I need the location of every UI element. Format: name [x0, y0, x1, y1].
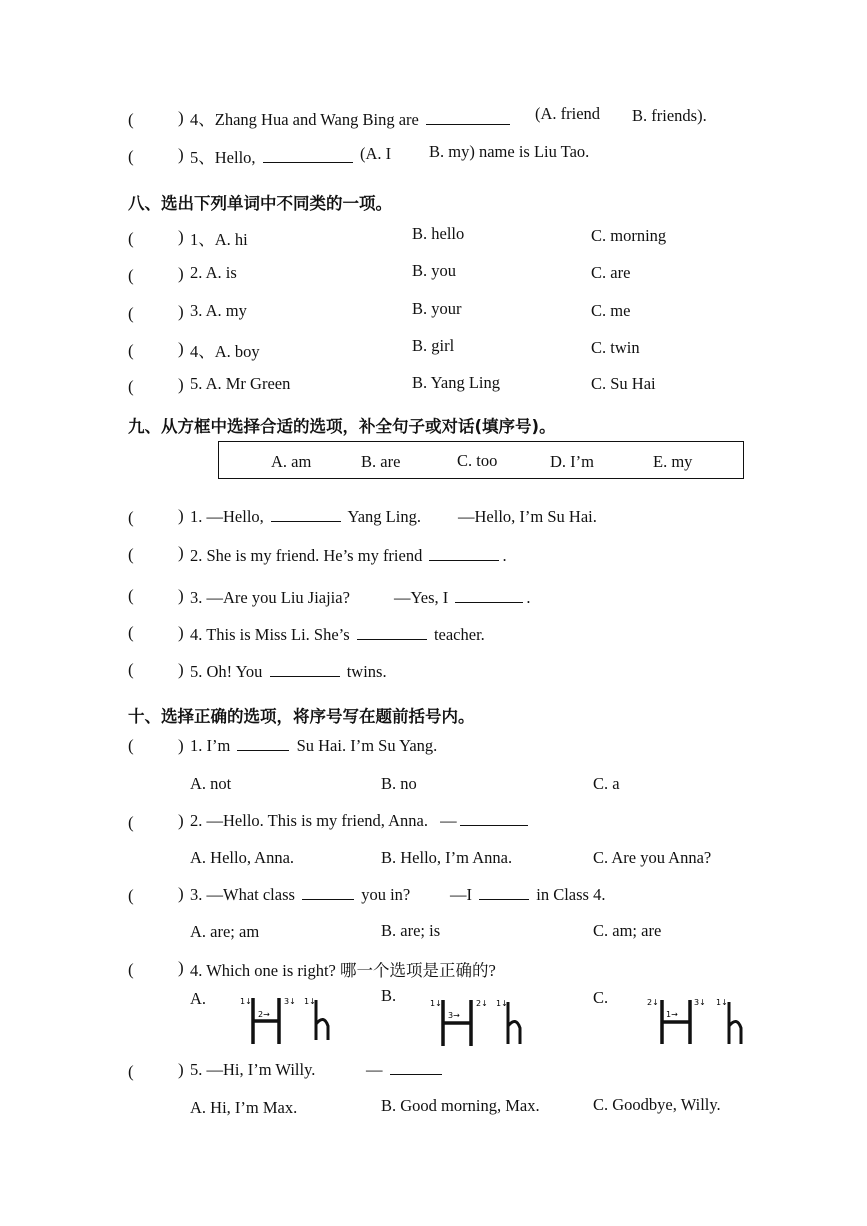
- question-prefix: 2. —Hello. This is my friend, Anna.: [190, 811, 429, 830]
- answer-paren-open: (: [128, 960, 134, 979]
- option-b: B. Good morning, Max.: [381, 1096, 540, 1115]
- question-suffix: .: [526, 588, 531, 607]
- answer-paren-close: ): [178, 339, 184, 358]
- stroke-label: 1→: [666, 1010, 678, 1019]
- question-prefix: —I: [450, 885, 472, 904]
- answer-blank[interactable]: [390, 1060, 442, 1075]
- dialogue-reply: [394, 588, 531, 608]
- word-bank-option-c: C. too: [457, 451, 498, 470]
- answer-blank[interactable]: [263, 148, 353, 163]
- answer-paren-close: ): [178, 958, 184, 977]
- option-a: 4、A. boy: [190, 342, 260, 361]
- question-prefix: 1. I’m: [190, 736, 231, 755]
- section-9-title: 九、从方框中选择合适的选项，补全句子或对话(填序号)。: [128, 417, 556, 436]
- question-7-5: [190, 144, 356, 168]
- stroke-label: 2↓: [476, 999, 488, 1008]
- answer-paren-close: ): [178, 623, 184, 642]
- option-c: C.: [593, 988, 609, 1007]
- question-suffix: .: [502, 546, 507, 565]
- answer-paren-close: ): [178, 736, 184, 755]
- option-b-sentence: B. my) name is Liu Tao.: [429, 142, 590, 161]
- option-a: 2. A. is: [190, 263, 237, 282]
- option-b: B. girl: [412, 336, 455, 355]
- answer-paren-open: (: [128, 341, 134, 360]
- option-c: C. twin: [591, 338, 640, 357]
- question-prefix: 1. —Hello,: [190, 507, 264, 526]
- stroke-label: 1↓: [240, 997, 252, 1006]
- answer-blank[interactable]: [429, 546, 499, 561]
- option-b: B. friends).: [632, 106, 707, 125]
- stroke-order-figure-c: [644, 994, 750, 1052]
- option-a: 5. A. Mr Green: [190, 374, 291, 393]
- option-a: A. Hi, I’m Max.: [190, 1098, 298, 1117]
- question-prefix: —Yes, I: [394, 588, 449, 607]
- option-b: B.: [381, 986, 397, 1005]
- option-c: C. Su Hai: [591, 374, 656, 393]
- answer-paren-open: (: [128, 545, 134, 564]
- stroke-label: 3→: [448, 1011, 460, 1020]
- answer-paren-close: ): [178, 1060, 184, 1079]
- question-text: 4、Zhang Hua and Wang Bing are: [190, 110, 419, 129]
- answer-blank[interactable]: [302, 885, 354, 900]
- answer-paren-open: (: [128, 110, 134, 129]
- question-7-4: [190, 106, 513, 130]
- answer-paren-close: ): [178, 302, 184, 321]
- question-suffix: Yang Ling.: [347, 507, 421, 526]
- stroke-label: 2→: [258, 1010, 270, 1019]
- answer-paren-close: ): [178, 811, 184, 830]
- option-a: (A. I: [360, 144, 392, 163]
- option-a: (A. friend: [535, 104, 601, 123]
- answer-paren-close: ): [178, 145, 184, 164]
- answer-blank[interactable]: [357, 625, 427, 640]
- question-suffix: twins.: [346, 662, 387, 681]
- word-bank-option-e: E. my: [653, 452, 693, 471]
- question-text: 3. —Are you Liu Jiajia?: [190, 588, 350, 607]
- answer-paren-open: (: [128, 1062, 134, 1081]
- answer-blank[interactable]: [460, 811, 528, 826]
- dialogue-reply: [366, 1060, 445, 1080]
- dash: —: [440, 811, 457, 830]
- answer-blank[interactable]: [271, 507, 341, 522]
- option-b: B. your: [412, 299, 462, 318]
- option-a: A.: [190, 989, 207, 1008]
- option-c: C. Are you Anna?: [593, 848, 712, 867]
- option-c: C. a: [593, 774, 620, 793]
- option-c: C. Goodbye, Willy.: [593, 1095, 721, 1114]
- answer-paren-open: (: [128, 886, 134, 905]
- answer-paren-open: (: [128, 660, 134, 679]
- stroke-label: 3↓: [694, 998, 706, 1007]
- stroke-order-figure-a: [236, 994, 336, 1052]
- question-10-5: 5. —Hi, I’m Willy.: [190, 1060, 316, 1079]
- dialogue-reply: [450, 885, 605, 905]
- answer-paren-open: (: [128, 147, 134, 166]
- question-10-3: [190, 885, 410, 905]
- stroke-order-figure-b: [428, 994, 528, 1052]
- answer-paren-open: (: [128, 304, 134, 323]
- word-bank-option-d: D. I’m: [550, 452, 594, 471]
- question-suffix: in Class 4.: [536, 885, 606, 904]
- option-b: B. are; is: [381, 921, 441, 940]
- answer-blank[interactable]: [479, 885, 529, 900]
- answer-blank[interactable]: [426, 110, 510, 125]
- stroke-label: 1↓: [304, 997, 316, 1006]
- answer-paren-close: ): [178, 108, 184, 127]
- answer-paren-open: (: [128, 266, 134, 285]
- question-text: 5、Hello,: [190, 148, 256, 167]
- answer-paren-close: ): [178, 884, 184, 903]
- option-b: B. hello: [412, 224, 465, 243]
- dialogue-reply: —Hello, I’m Su Hai.: [458, 507, 597, 526]
- stroke-label: 2↓: [647, 998, 659, 1007]
- answer-paren-close: ): [178, 543, 184, 562]
- option-a: A. are; am: [190, 922, 260, 941]
- option-c: C. morning: [591, 226, 667, 245]
- stroke-label: 1↓: [496, 999, 508, 1008]
- answer-paren-open: (: [128, 508, 134, 527]
- option-a: 1、A. hi: [190, 230, 248, 249]
- question-text: [190, 662, 387, 682]
- question-10-1: [190, 736, 437, 756]
- answer-blank[interactable]: [270, 662, 340, 677]
- section-8-title: 八、选出下列单词中不同类的一项。: [128, 194, 392, 213]
- option-b: B. Yang Ling: [412, 373, 501, 392]
- answer-paren-open: (: [128, 736, 134, 755]
- option-b: B. you: [412, 261, 457, 280]
- stroke-label: 1↓: [430, 999, 442, 1008]
- stroke-label: 3↓: [284, 997, 296, 1006]
- dash: —: [366, 1060, 383, 1079]
- question-prefix: 4. This is Miss Li. She’s: [190, 625, 350, 644]
- answer-paren-close: ): [178, 586, 184, 605]
- answer-paren-close: ): [178, 227, 184, 246]
- answer-paren-open: (: [128, 813, 134, 832]
- question-text: [190, 507, 421, 527]
- question-text: [190, 625, 485, 645]
- word-bank-option-b: B. are: [361, 452, 401, 471]
- answer-paren-close: ): [178, 264, 184, 283]
- answer-blank[interactable]: [237, 736, 289, 751]
- question-10-4: 4. Which one is right? 哪一个选项是正确的?: [190, 961, 496, 980]
- section-10-title: 十、选择正确的选项，将序号写在题前括号内。: [128, 707, 475, 726]
- option-b: B. no: [381, 774, 417, 793]
- answer-paren-close: ): [178, 660, 184, 679]
- answer-paren-open: (: [128, 586, 134, 605]
- question-text: [190, 546, 507, 566]
- answer-paren-open: (: [128, 229, 134, 248]
- word-bank-option-a: A. am: [271, 452, 312, 471]
- answer-paren-open: (: [128, 377, 134, 396]
- option-c: C. are: [591, 263, 631, 282]
- option-a: A. Hello, Anna.: [190, 848, 295, 867]
- question-suffix: teacher.: [433, 625, 485, 644]
- option-b: B. Hello, I’m Anna.: [381, 848, 513, 867]
- question-mid: you in?: [361, 885, 411, 904]
- answer-blank[interactable]: [455, 588, 523, 603]
- question-10-2: [190, 811, 531, 831]
- question-suffix: Su Hai. I’m Su Yang.: [296, 736, 438, 755]
- answer-paren-close: ): [178, 506, 184, 525]
- option-a: 3. A. my: [190, 301, 247, 320]
- answer-paren-open: (: [128, 623, 134, 642]
- question-prefix: 5. Oh! You: [190, 662, 263, 681]
- question-prefix: 2. She is my friend. He’s my friend: [190, 546, 423, 565]
- question-prefix: 3. —What class: [190, 885, 295, 904]
- option-a: A. not: [190, 774, 232, 793]
- stroke-label: 1↓: [716, 998, 728, 1007]
- answer-paren-close: ): [178, 375, 184, 394]
- option-c: C. me: [591, 301, 631, 320]
- option-c: C. am; are: [593, 921, 662, 940]
